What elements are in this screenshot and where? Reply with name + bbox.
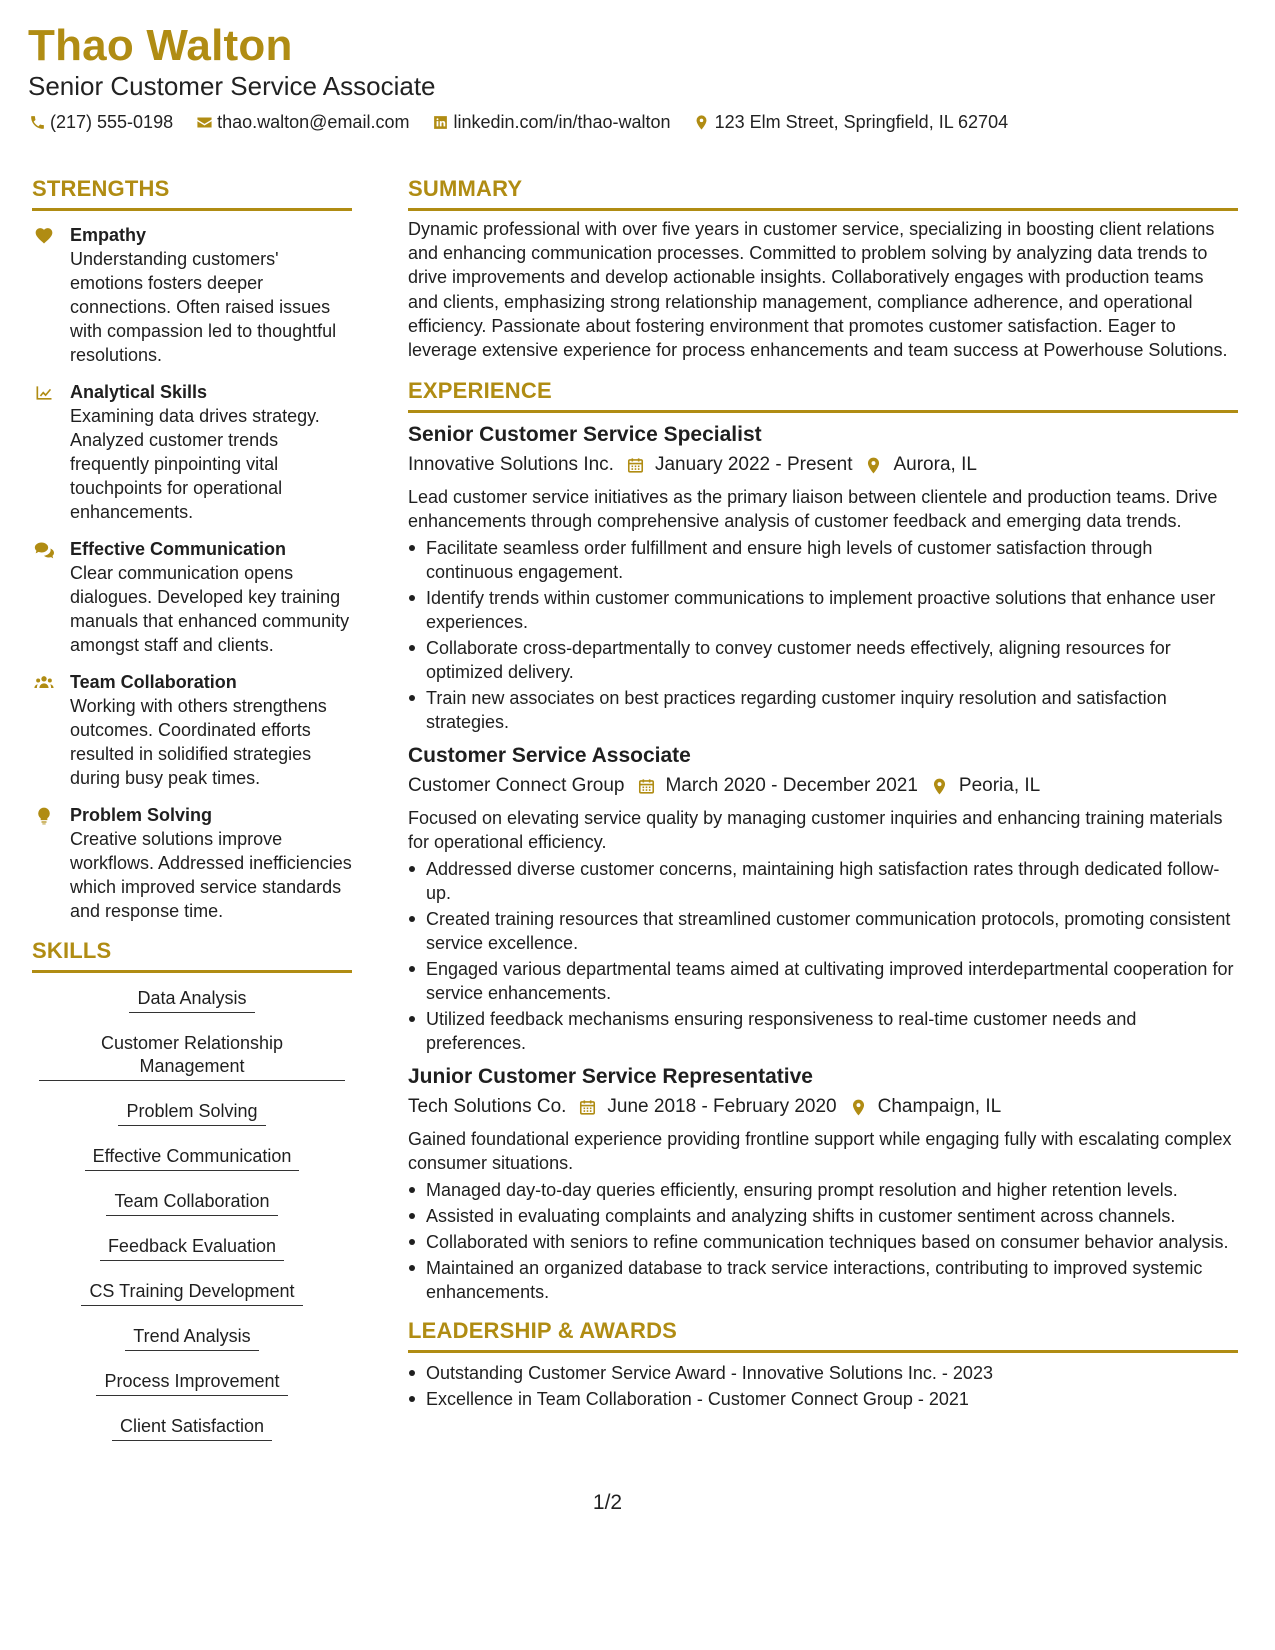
map-pin-icon — [693, 114, 711, 132]
skill-item: Feedback Evaluation — [100, 1235, 284, 1261]
users-icon — [32, 670, 70, 790]
job-entry — [408, 421, 1238, 734]
bullet-item: Utilized feedback mechanisms ensuring responsiveness to real-time customer needs and preferences. — [408, 1007, 1238, 1055]
awards-list — [408, 1361, 1238, 1411]
strengths-heading: STRENGTHS — [32, 174, 352, 211]
page-number: 1/2 — [592, 1491, 623, 1514]
bullet-item: Engaged various departmental teams aimed at cultivating improved interdepartmental cooperation for service enhancements. — [408, 957, 1238, 1005]
candidate-role: Senior Customer Service Associate — [28, 71, 436, 101]
envelope-icon — [195, 114, 213, 132]
job-description: Lead customer service initiatives as the primary liaison between clientele and production teams. Drive enhancements through comprehensive analysis of customer feedback and emerging data trends. — [408, 487, 1218, 532]
job-dates: January 2022 - Present — [654, 454, 853, 476]
strength-desc: Creative solutions improve workflows. Addressed inefficiencies which improved service standards and response time. — [70, 829, 352, 921]
award-item: Excellence in Team Collaboration - Customer Connect Group - 2021 — [408, 1387, 1238, 1411]
bullet-item: Train new associates on best practices regarding customer inquiry resolution and satisfaction strategies. — [408, 686, 1238, 734]
job-description: Focused on elevating service quality by managing customer inquiries and enhancing training materials for operational efficiency. — [408, 808, 1223, 853]
strength-item — [32, 223, 352, 367]
job-entry — [408, 742, 1238, 1055]
map-pin-icon — [864, 456, 883, 475]
job-company: Innovative Solutions Inc. — [408, 454, 614, 476]
award-item: Outstanding Customer Service Award - Innovative Solutions Inc. - 2023 — [408, 1361, 1238, 1385]
strength-title: Team Collaboration — [70, 672, 237, 692]
job-location: Champaign, IL — [877, 1096, 1002, 1118]
contact-linkedin-text[interactable]: linkedin.com/in/thao-walton — [453, 112, 671, 132]
strength-desc: Working with others strengthens outcomes. Coordinated efforts resulted in solidified strategies during busy peak times. — [70, 696, 327, 788]
job-title: Customer Service Associate — [408, 744, 691, 768]
linkedin-icon — [431, 114, 449, 132]
experience-heading: EXPERIENCE — [408, 376, 1238, 413]
skill-item: Data Analysis — [129, 987, 254, 1013]
job-meta — [408, 772, 1238, 800]
contact-address — [693, 112, 1009, 133]
heart-icon — [32, 223, 70, 367]
summary-text: Dynamic professional with over five years in customer service, specializing in boosting client relations and enhancing communication processes. Committed to problem solving by analyzing data trends to drive improvements and develop actionable insights. Collaboratively engages with production teams and clients, emphasizing strong relationship management, compliance adherence, and operational efficiency. Passionate about fostering environment that promotes customer satisfaction. Eager to leverage extensive experience for process enhancements and team success at Powerhouse Solutions. — [408, 219, 1228, 361]
strength-title: Empathy — [70, 225, 147, 245]
calendar-icon — [637, 777, 656, 796]
bullet-item: Managed day-to-day queries efficiently, ensuring prompt resolution and higher retention levels. — [408, 1178, 1238, 1202]
bullet-item: Assisted in evaluating complaints and analyzing shifts in customer sentiment across channels. — [408, 1204, 1238, 1228]
job-bullets — [408, 536, 1238, 734]
candidate-name: Thao Walton — [28, 21, 293, 70]
strength-desc: Understanding customers' emotions fosters deeper connections. Often raised issues with compassion led to thoughtful resolutions. — [70, 249, 337, 365]
job-title: Senior Customer Service Specialist — [408, 423, 762, 447]
phone-icon — [28, 114, 46, 132]
bullet-item: Created training resources that streamlined customer communication protocols, promoting consistent service excellence. — [408, 907, 1238, 955]
bullet-item: Facilitate seamless order fulfillment and ensure high levels of customer satisfaction through continuous engagement. — [408, 536, 1238, 584]
contact-linkedin[interactable] — [431, 112, 670, 133]
skills-list — [32, 987, 352, 1460]
job-meta — [408, 1093, 1238, 1121]
skill-item: Problem Solving — [118, 1100, 265, 1126]
job-bullets — [408, 857, 1238, 1055]
summary-heading: SUMMARY — [408, 174, 1238, 211]
calendar-icon — [626, 456, 645, 475]
strength-item — [32, 803, 352, 923]
skill-item: Effective Communication — [85, 1145, 300, 1171]
job-location: Aurora, IL — [893, 454, 977, 476]
job-company: Tech Solutions Co. — [408, 1096, 567, 1118]
strength-item — [32, 380, 352, 524]
job-meta — [408, 451, 1238, 479]
map-pin-icon — [849, 1098, 868, 1117]
skill-item: Team Collaboration — [106, 1190, 277, 1216]
job-company: Customer Connect Group — [408, 775, 625, 797]
right-column — [408, 174, 1238, 1460]
strength-title: Analytical Skills — [70, 382, 208, 402]
bullet-item: Addressed diverse customer concerns, maintaining high satisfaction rates through dedicated follow-up. — [408, 857, 1238, 905]
contact-email[interactable] — [195, 112, 409, 133]
contact-email-text[interactable]: thao.walton@email.com — [217, 112, 410, 132]
bullet-item: Collaborate cross-departmentally to convey customer needs effectively, aligning resources for optimized delivery. — [408, 636, 1238, 684]
bullet-item: Identify trends within customer communications to implement proactive solutions that enhance user experiences. — [408, 586, 1238, 634]
contact-phone — [28, 112, 173, 133]
job-title: Junior Customer Service Representative — [408, 1065, 813, 1089]
contact-address-text: 123 Elm Street, Springfield, IL 62704 — [714, 112, 1009, 132]
strengths-list — [32, 223, 352, 923]
skill-item: Trend Analysis — [125, 1325, 258, 1351]
job-location: Peoria, IL — [958, 775, 1041, 797]
lightbulb-icon — [32, 803, 70, 923]
skill-item: Client Satisfaction — [112, 1415, 272, 1441]
awards-heading: LEADERSHIP & AWARDS — [408, 1316, 1238, 1353]
strength-item — [32, 670, 352, 790]
map-pin-icon — [930, 777, 949, 796]
job-description: Gained foundational experience providing frontline support while engaging fully with escalating complex consumer situations. — [408, 1129, 1232, 1174]
bullet-item: Collaborated with seniors to refine communication techniques based on consumer behavior analysis. — [408, 1230, 1238, 1254]
chart-line-icon — [32, 380, 70, 524]
chat-bubbles-icon — [32, 537, 70, 657]
strength-title: Effective Communication — [70, 539, 287, 559]
contact-bar — [28, 112, 1247, 133]
skill-item: Process Improvement — [96, 1370, 287, 1396]
skill-item: CS Training Development — [81, 1280, 302, 1306]
job-bullets — [408, 1178, 1238, 1304]
left-column — [32, 174, 352, 1460]
strength-desc: Examining data drives strategy. Analyzed customer trends frequently pinpointing vital touchpoints for operational enhancements. — [70, 406, 320, 522]
job-entry — [408, 1063, 1238, 1304]
strength-item — [32, 537, 352, 657]
skill-item: Customer Relationship Management — [39, 1032, 345, 1081]
strength-title: Problem Solving — [70, 805, 213, 825]
contact-phone-text: (217) 555-0198 — [50, 112, 174, 132]
job-dates: March 2020 - December 2021 — [665, 775, 918, 797]
strength-desc: Clear communication opens dialogues. Developed key training manuals that enhanced community amongst staff and clients. — [70, 563, 350, 655]
job-dates: June 2018 - February 2020 — [607, 1096, 837, 1118]
bullet-item: Maintained an organized database to track service interactions, contributing to improved systemic enhancements. — [408, 1256, 1238, 1304]
skills-heading: SKILLS — [32, 936, 352, 973]
calendar-icon — [578, 1098, 597, 1117]
